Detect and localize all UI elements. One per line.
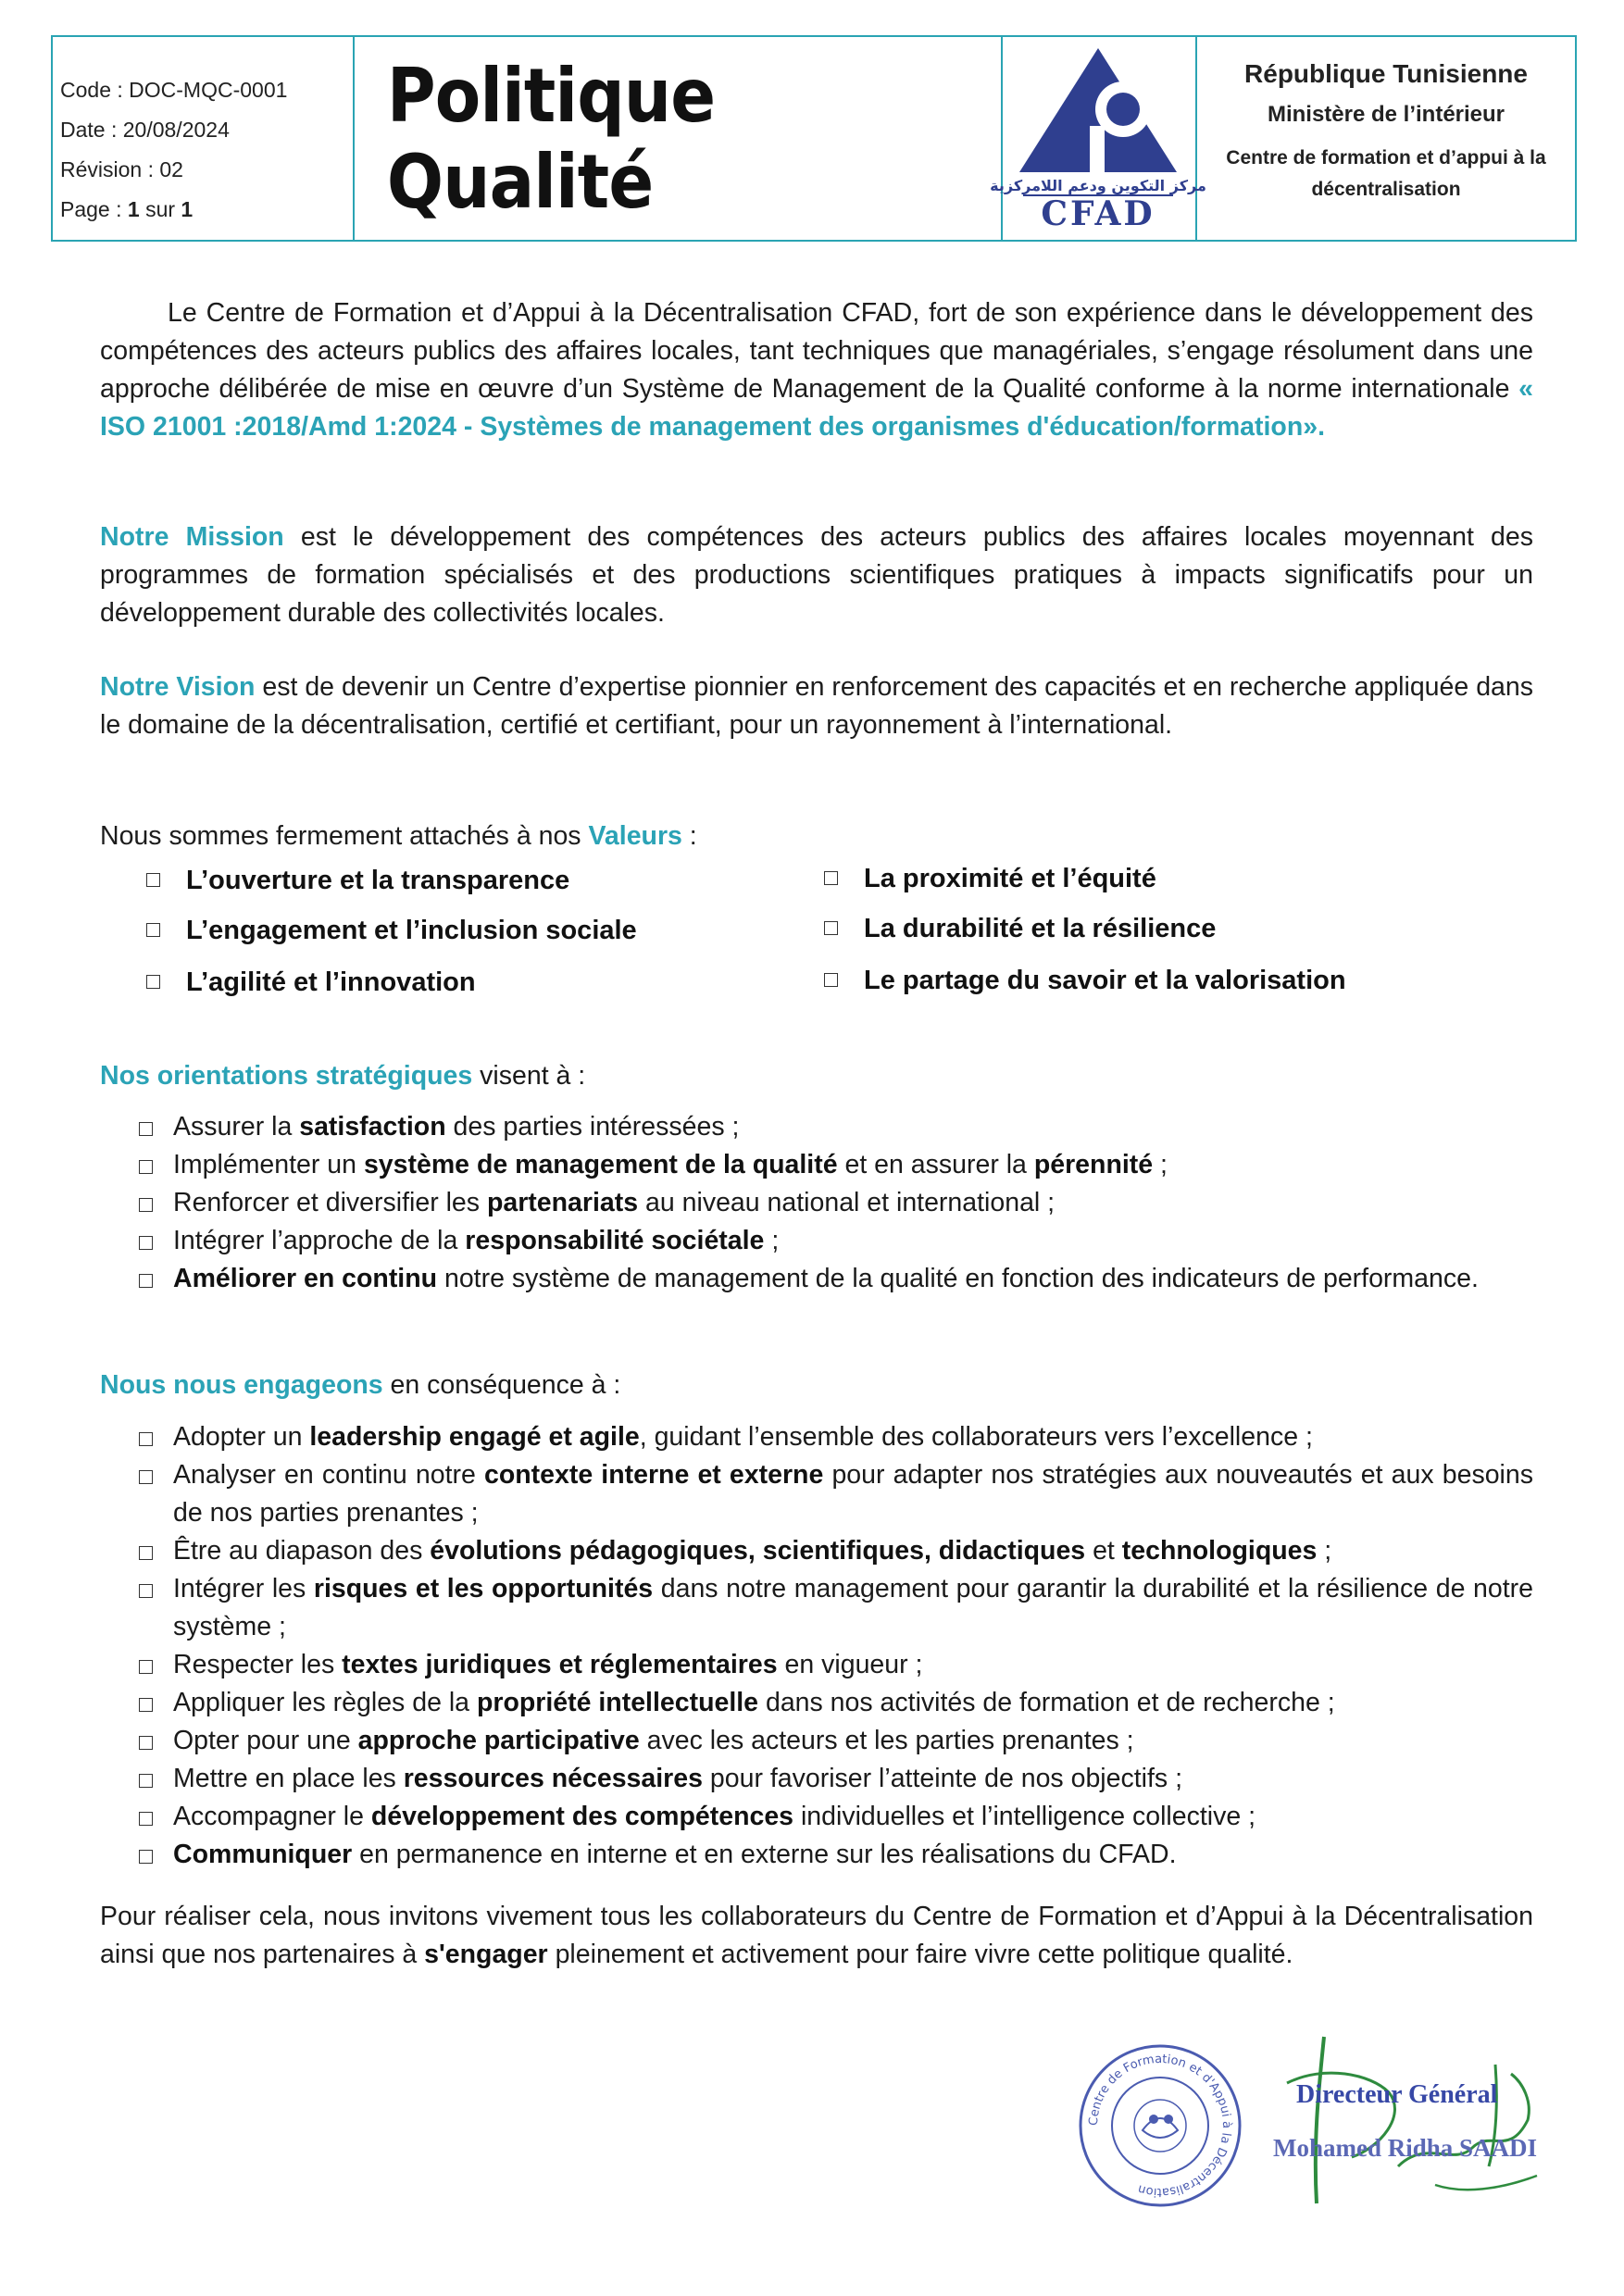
list-item: Opter pour une approche participative avec les acteurs et les parties prenantes ; [139,1722,1533,1760]
logo-arabic-text: مركز التكوين ودعم اللامركزية [990,177,1206,194]
orientations-heading: Nos orientations stratégiques visent à : [100,1061,586,1091]
checkbox-icon [139,1774,153,1788]
engagements-list [139,1418,1533,1874]
checkbox-icon [824,921,838,935]
list-item: Respecter les textes juridiques et réglementaires en vigueur ; [139,1646,1533,1684]
list-item: Intégrer l’approche de la responsabilité sociétale ; [139,1222,1533,1260]
checkbox-icon [146,975,160,989]
vision-label: Notre Vision [100,672,256,702]
checkbox-icon [139,1812,153,1826]
doc-date: Date : 20/08/2024 [60,118,230,142]
value-item: L’agilité et l’innovation [146,967,476,998]
checkbox-icon [139,1470,153,1484]
mission-label: Notre Mission [100,522,284,552]
document-title: Politique Qualité [386,52,716,225]
vision-paragraph: Notre Vision est de devenir un Centre d’expertise pionnier en renforcement des capacités et en recherche appliquée dans le domaine de la décentralisation, certifié et certifiant, pour un rayonnement à l’international. [100,672,1533,740]
doc-revision: Révision : 02 [60,157,183,181]
checkbox-icon [139,1432,153,1446]
list-item: Implémenter un système de management de la qualité et en assurer la pérennité ; [139,1146,1533,1184]
stamp-text: Centre de Formation et d'Appui à la Décentralisation [1086,2052,1234,2200]
signatory-title: Directeur Général [1296,2080,1498,2109]
checkbox-icon [146,923,160,937]
document-metadata [53,37,355,240]
list-item: Intégrer les risques et les opportunités dans notre management pour garantir la durabilité et la résilience de notre système ; [139,1570,1533,1646]
list-item: Assurer la satisfaction des parties intéressées ; [139,1108,1533,1146]
cfad-logo [990,37,1206,240]
list-item: Communiquer en permanence en interne et en externe sur les réalisations du CFAD. [139,1836,1533,1874]
org-country: République Tunisienne [1244,59,1528,88]
official-stamp [1076,2041,1244,2210]
logo-cfad-text: CFAD [1041,194,1156,233]
list-item: Mettre en place les ressources nécessaires pour favoriser l’atteinte de nos objectifs ; [139,1760,1533,1798]
org-ministry: Ministère de l’intérieur [1267,102,1505,127]
checkbox-icon [139,1660,153,1674]
value-item: La durabilité et la résilience [824,914,1216,944]
document-title-cell [355,37,1003,240]
checkbox-icon [824,871,838,885]
checkbox-icon [139,1850,153,1864]
checkbox-icon [824,973,838,987]
checkbox-icon [139,1236,153,1250]
checkbox-icon [139,1698,153,1712]
values-label: Valeurs [588,821,682,851]
value-item: Le partage du savoir et la valorisation [824,966,1346,996]
checkbox-icon [139,1546,153,1560]
iso-standard: « ISO 21001 :2018/Amd 1:2024 - Systèmes de management des organismes d'éducation/formation». [100,374,1533,442]
checkbox-icon [139,1584,153,1598]
value-item: L’engagement et l’inclusion sociale [146,916,637,946]
list-item: Adopter un leadership engagé et agile, guidant l’ensemble des collaborateurs vers l’excellence ; [139,1418,1533,1456]
svg-text:Centre de Formation et d'Appui [1087,2053,1233,2199]
list-item: Être au diapason des évolutions pédagogiques, scientifiques, didactiques et technologiques ; [139,1532,1533,1570]
checkbox-icon [139,1122,153,1136]
checkbox-icon [139,1274,153,1288]
value-item: La proximité et l’équité [824,864,1156,894]
list-item: Accompagner le développement des compétences individuelles et l’intelligence collective ; [139,1798,1533,1836]
mission-paragraph: Notre Mission est le développement des compétences des acteurs publics des affaires locales moyennant des programmes de formation spécialisés et des productions scientifiques pratiques à impacts significatifs pour un développement durable des collectivités locales. [100,522,1533,628]
checkbox-icon [139,1198,153,1212]
checkbox-icon [146,873,160,887]
intro-paragraph: Le Centre de Formation et d’Appui à la Décentralisation CFAD, fort de son expérience dans le développement des compétences des acteurs publics des affaires locales, tant techniques que managériales, s’engage résolument dans une approche délibérée de mise en œuvre d’un Système de Management de la Qualité conforme à la norme internationale « ISO 21001 :2018/Amd 1:2024 - Systèmes de management des organismes d'éducation/formation». [100,298,1533,442]
list-item: Renforcer et diversifier les partenariats au niveau national et international ; [139,1184,1533,1222]
checkbox-icon [139,1736,153,1750]
organization-block [1197,37,1575,240]
list-item: Analyser en continu notre contexte interne et externe pour adapter nos stratégies aux nouveautés et aux besoins de nos parties prenantes ; [139,1456,1533,1532]
signature-scribble [1268,2028,1546,2222]
checkbox-icon [139,1160,153,1174]
list-item: Améliorer en continu notre système de management de la qualité en fonction des indicateurs de performance. [139,1260,1533,1298]
orientations-list [139,1108,1533,1298]
doc-page: Page : 1 sur 1 [60,197,194,221]
engagements-heading: Nous nous engageons en conséquence à : [100,1370,621,1400]
closing-paragraph: Pour réaliser cela, nous invitons vivement tous les collaborateurs du Centre de Formation et d’Appui à la Décentralisation ainsi que nos partenaires à s'engager pleinement et activement pour faire vivre cette politique qualité. [100,1902,1533,1969]
list-item: Appliquer les règles de la propriété intellectuelle dans nos activités de formation et de recherche ; [139,1684,1533,1722]
document-header [51,35,1577,242]
signatory-name: Mohamed Ridha SAADI [1273,2134,1538,2162]
doc-code: Code : DOC-MQC-0001 [60,78,288,102]
cfad-logo-icon [990,37,1206,239]
value-item: L’ouverture et la transparence [146,866,569,896]
values-intro: Nous sommes fermement attachés à nos Valeurs : [100,821,697,851]
org-center: Centre de formation et d’appui à la décentralisation [1226,147,1546,200]
